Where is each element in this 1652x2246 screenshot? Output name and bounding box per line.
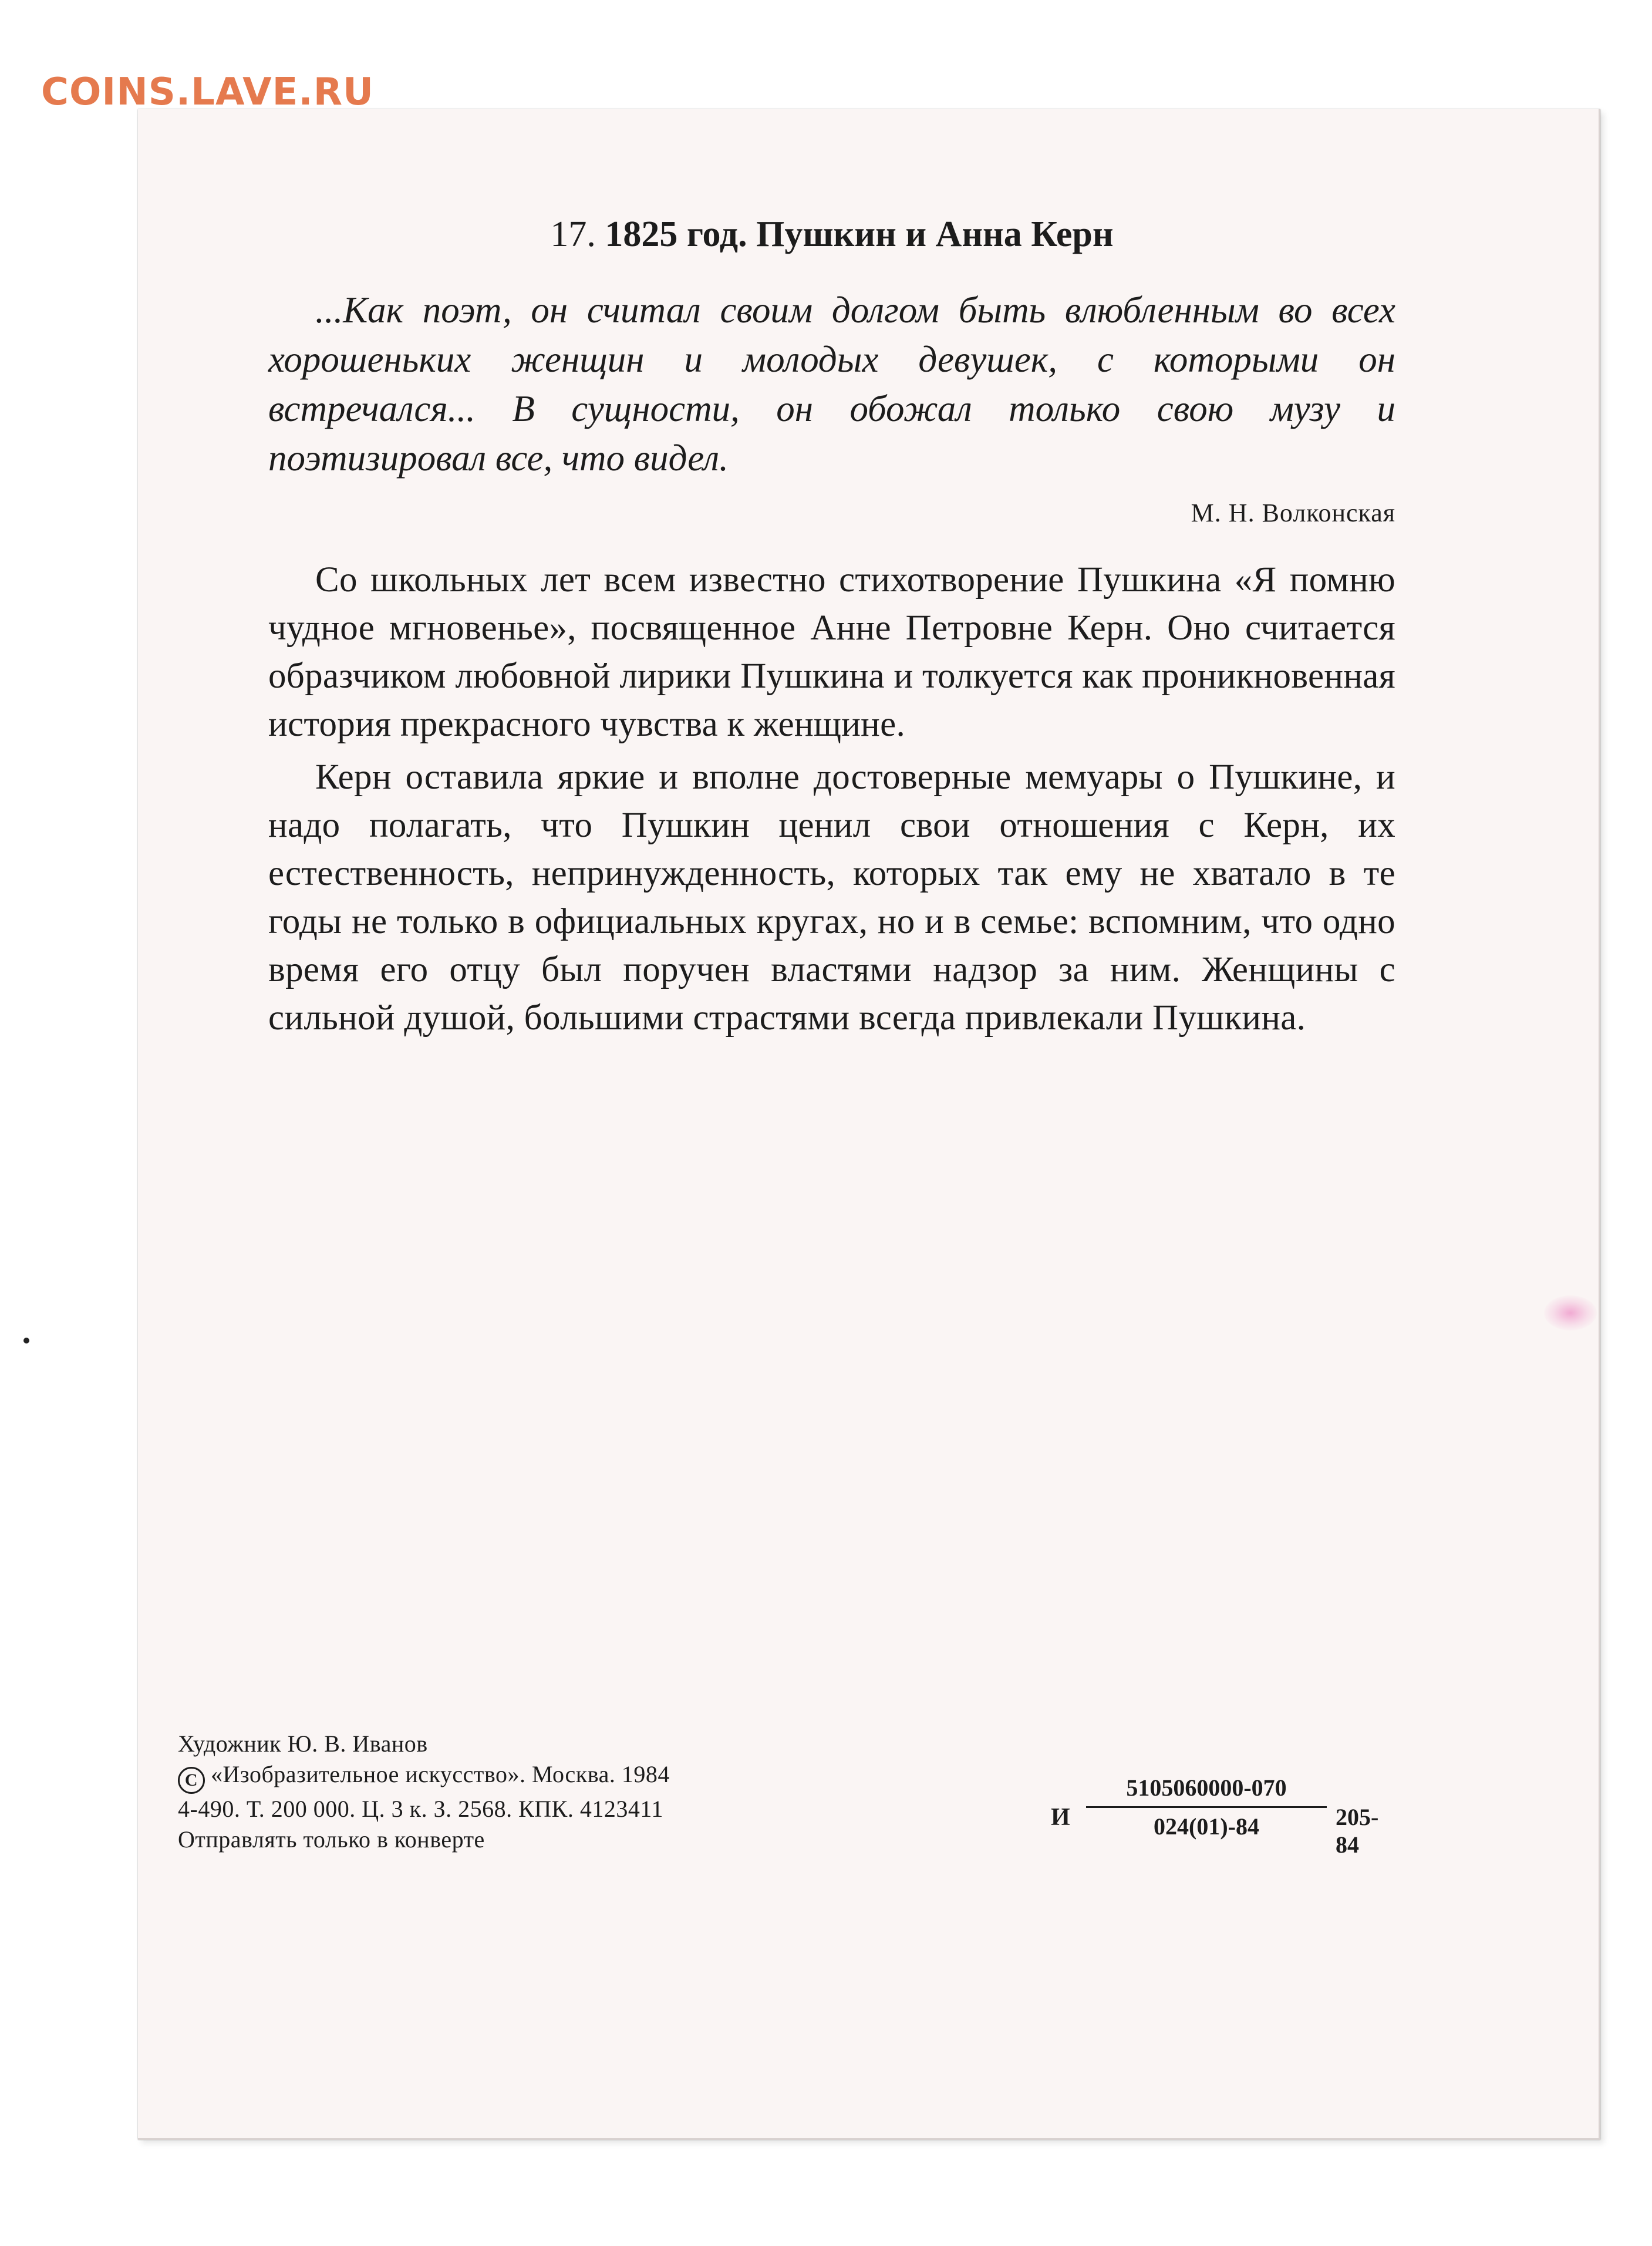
- scan-speck: [23, 1338, 29, 1343]
- index-fraction: [1086, 1774, 1327, 1840]
- postcard-back: [138, 109, 1600, 2140]
- epigraph-author: М. Н. Волконская: [1191, 499, 1395, 528]
- publisher-text: «Изобразительное искусство». Москва. 1984: [211, 1761, 670, 1787]
- ink-stain: [1544, 1295, 1597, 1331]
- epigraph: ...Как поэт, он считал своим долгом быть влюбленным во всех хорошеньких женщин и молодых девушек, с которыми он встречался... В сущности, он обожал только свою музу и поэтизировал все, что видел.: [268, 289, 1395, 479]
- index-numerator: 5105060000-070: [1086, 1774, 1327, 1808]
- publisher-line: [178, 1759, 670, 1794]
- index-letter: И: [1051, 1804, 1070, 1831]
- artist-line: Художник Ю. В. Иванов: [178, 1730, 428, 1757]
- index-denominator: 024(01)-84: [1154, 1813, 1259, 1840]
- card-title: [268, 213, 1395, 256]
- title-text: 1825 год. Пушкин и Анна Керн: [605, 214, 1114, 254]
- title-number: 17.: [550, 214, 596, 254]
- text-column: [268, 213, 1395, 1047]
- paragraph-2: Керн оставила яркие и вполне достоверные мемуары о Пушкине, и надо полагать, что Пушкин ценил свои отношения с Керн, их естественность, непринужденность, которых так ему не хватало в те годы не только в официальных кругах, но и в семье: вспомним, что одно время его отцу был поручен властями надзор за ним. Женщины с сильной душой, большими страстями всегда привлекали Пушкина.: [268, 757, 1395, 1038]
- mailing-note: Отправлять только в конверте: [178, 1826, 485, 1853]
- imprint-block: [178, 1729, 670, 1855]
- index-suffix: 205-84: [1336, 1804, 1379, 1858]
- watermark: COINS.LAVE.RU: [41, 70, 374, 114]
- copyright-icon: С: [178, 1767, 205, 1794]
- print-info-line: 4-490. Т. 200 000. Ц. 3 к. З. 2568. КПК. 4123411: [178, 1796, 663, 1822]
- paragraph-1: Со школьных лет всем известно стихотворение Пушкина «Я помню чудное мгновенье», посвященное Анне Петровне Керн. Оно считается образчиком любовной лирики Пушкина и толкуется как проникновенная история прекрасного чувства к женщине.: [268, 560, 1396, 745]
